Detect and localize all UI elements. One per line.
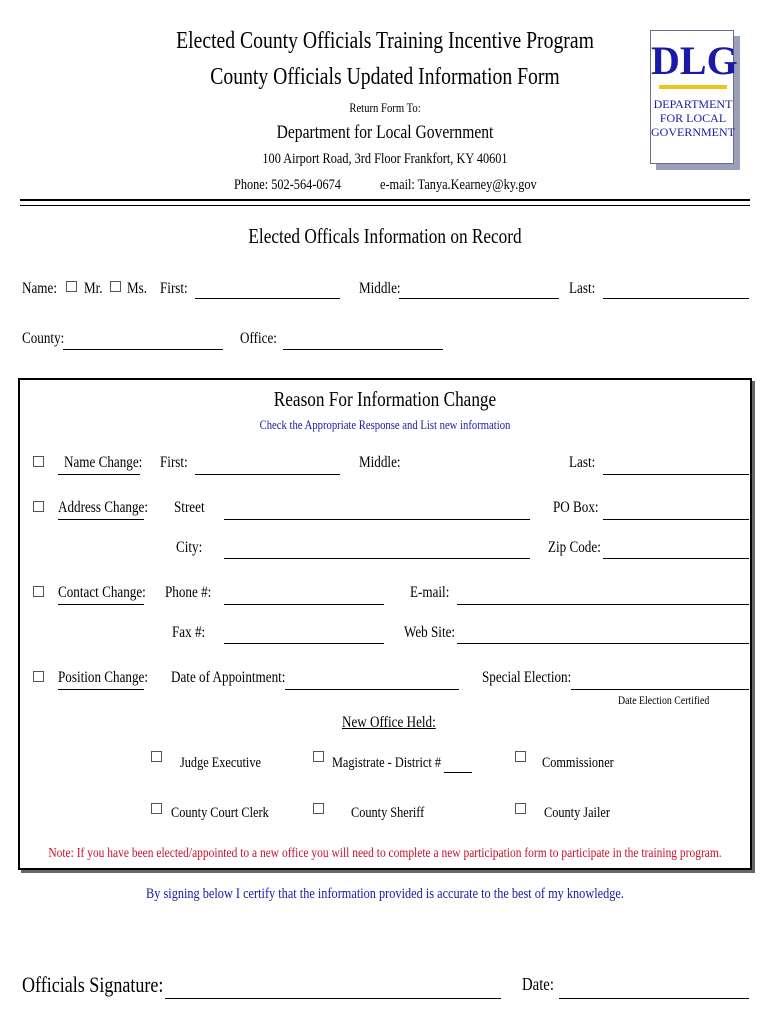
header-divider (20, 199, 750, 206)
magistrate-label: Magistrate - District # (332, 755, 441, 771)
address-change-checkbox[interactable] (33, 501, 44, 512)
po-box-field[interactable] (603, 519, 749, 520)
logo-line-3: GOVERNMENT (651, 125, 735, 139)
ms-checkbox[interactable] (110, 281, 121, 292)
po-box-label: PO Box: (553, 499, 599, 516)
office-field[interactable] (283, 349, 443, 350)
zip-label: Zip Code: (548, 539, 601, 556)
form-title: Elected County Officials Training Incentive Program (176, 28, 594, 54)
record-heading: Elected Officals Information on Record (248, 224, 522, 248)
dlg-logo (650, 30, 738, 164)
clerk-label: County Court Clerk (171, 805, 269, 821)
contact-change-checkbox[interactable] (33, 586, 44, 597)
logo-line-2: FOR LOCAL (659, 111, 727, 125)
new-office-heading: New Office Held: (342, 714, 436, 731)
return-to-label: Return Form To: (349, 100, 421, 115)
reason-instruction: Check the Appropriate Response and List new information (259, 417, 511, 432)
logo-abbr: DLG (651, 38, 738, 83)
department-name: Department for Local Government (276, 122, 494, 143)
reason-heading: Reason For Information Change (273, 387, 497, 411)
fax-label: Fax #: (172, 624, 206, 641)
new-office-note: Note: If you have been elected/appointed to a new office you will need to complete a new participation form to participate in the training program. (48, 846, 722, 861)
jailer-checkbox[interactable] (515, 803, 526, 814)
street-field[interactable] (224, 519, 530, 520)
department-phone: Phone: 502-564-0674 (234, 177, 341, 193)
special-election-label: Special Election: (482, 669, 572, 686)
sheriff-checkbox[interactable] (313, 803, 324, 814)
position-change-checkbox[interactable] (33, 671, 44, 682)
website-label: Web Site: (404, 624, 456, 641)
department-address: 100 Airport Road, 3rd Floor Frankfort, KY 40601 (262, 151, 508, 167)
new-first-label: First: (160, 454, 188, 471)
mr-checkbox[interactable] (66, 281, 77, 292)
address-change-label: Address Change: (58, 499, 149, 516)
clerk-checkbox[interactable] (151, 803, 162, 814)
logo-accent-bar (659, 85, 727, 89)
address-change-underline (58, 519, 144, 520)
signature-date-field[interactable] (559, 998, 749, 999)
name-change-checkbox[interactable] (33, 456, 44, 467)
date-certified-caption: Date Election Certified (618, 693, 710, 707)
logo-line-1: DEPARTMENT (653, 97, 733, 111)
new-last-label: Last: (569, 454, 596, 471)
signature-date-label: Date: (522, 974, 554, 994)
county-label: County: (22, 330, 65, 347)
fax-field[interactable] (224, 643, 384, 644)
commissioner-checkbox[interactable] (515, 751, 526, 762)
position-change-underline (58, 689, 144, 690)
mr-label: Mr. (84, 280, 103, 297)
magistrate-checkbox[interactable] (313, 751, 324, 762)
form-subtitle: County Officials Updated Information Form (210, 64, 560, 90)
commissioner-label: Commissioner (542, 755, 614, 771)
logo-text (651, 97, 735, 139)
jailer-label: County Jailer (544, 805, 610, 821)
name-label: Name: (22, 280, 57, 297)
name-change-label: Name Change: (64, 454, 143, 471)
date-appointment-label: Date of Appointment: (171, 669, 286, 686)
zip-field[interactable] (603, 558, 749, 559)
city-label: City: (176, 539, 203, 556)
name-change-underline (58, 474, 140, 475)
middle-name-field[interactable] (399, 298, 559, 299)
contact-change-underline (58, 604, 144, 605)
certify-statement: By signing below I certify that the information provided is accurate to the best of my knowledge. (146, 886, 624, 902)
position-change-label: Position Change: (58, 669, 149, 686)
office-label: Office: (240, 330, 277, 347)
website-field[interactable] (457, 643, 749, 644)
new-first-field[interactable] (195, 474, 340, 475)
last-name-field[interactable] (603, 298, 749, 299)
email-label: E-mail: (410, 584, 450, 601)
first-name-field[interactable] (195, 298, 340, 299)
contact-change-label: Contact Change: (58, 584, 146, 601)
judge-checkbox[interactable] (151, 751, 162, 762)
district-field[interactable] (444, 772, 472, 773)
new-middle-label: Middle: (359, 454, 401, 471)
sheriff-label: County Sheriff (351, 805, 425, 821)
last-label: Last: (569, 280, 596, 297)
email-field[interactable] (457, 604, 749, 605)
middle-label: Middle: (359, 280, 401, 297)
phone-label: Phone #: (165, 584, 212, 601)
ms-label: Ms. (127, 280, 148, 297)
city-field[interactable] (224, 558, 530, 559)
signature-label: Officials Signature: (22, 972, 164, 997)
first-label: First: (160, 280, 188, 297)
department-email: e-mail: Tanya.Kearney@ky.gov (380, 177, 537, 193)
county-field[interactable] (63, 349, 223, 350)
signature-field[interactable] (165, 998, 501, 999)
new-last-field[interactable] (603, 474, 749, 475)
phone-field[interactable] (224, 604, 384, 605)
reason-box (18, 378, 752, 870)
date-appointment-field[interactable] (285, 689, 459, 690)
special-election-field[interactable] (571, 689, 749, 690)
judge-label: Judge Executive (180, 755, 261, 771)
street-label: Street (174, 499, 205, 516)
